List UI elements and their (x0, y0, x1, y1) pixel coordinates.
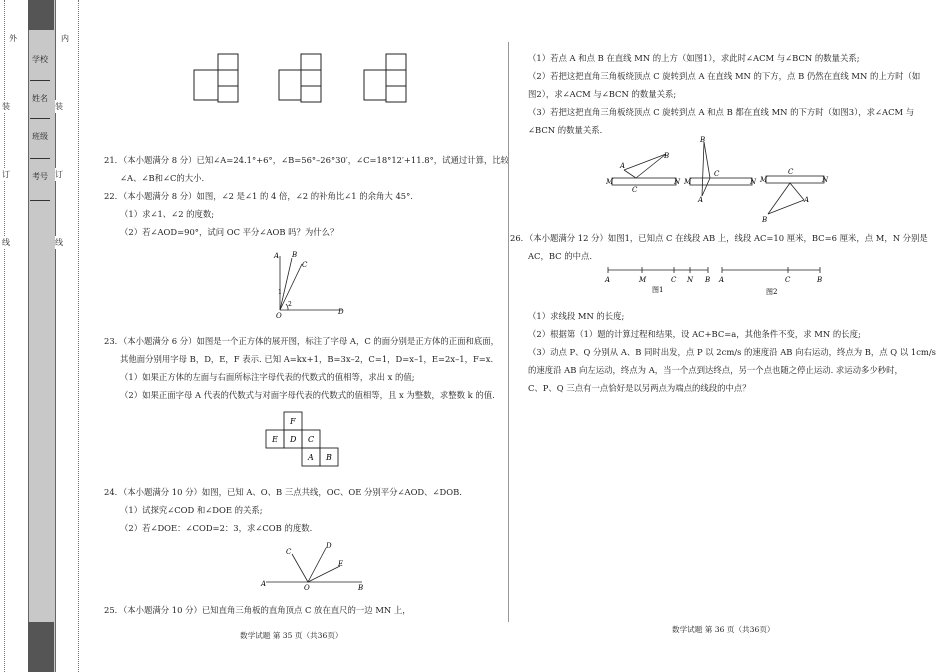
question-26-part2: （2）根据第（1）题的计算过程和结果，设 AC+BC=a，其他条件不变，求 MN 的长度; (528, 329, 861, 339)
fig26-1-label-c: C (671, 276, 677, 284)
fig26-caption-2: 图2 (766, 288, 778, 296)
field-school-label: 学校 (32, 55, 48, 64)
fig22-label-d: D (338, 308, 344, 316)
question-24: 24．（本小题满分 10 分）如图，已知 A、O、B 三点共线，OC、OE 分别平分∠AOD、∠DOB. (104, 487, 462, 497)
fig26-caption-1: 图1 (652, 286, 664, 294)
question-23-part2: （2）如果正面字母 A 代表的代数式与对面字母代表的代数式的值相等，且 x 为整数，求整数 k 的值. (120, 390, 495, 400)
binding-top-block (28, 0, 54, 30)
fig25-1-label-n: N (674, 178, 681, 186)
fig24-label-d: D (326, 542, 332, 550)
fig25-2-label-b: B (700, 136, 706, 144)
question-23-part1: （1）如果正方体的左面与右面所标注字母代表的代数式的值相等，求出 x 的值; (120, 372, 415, 382)
fig24-label-o: O (304, 584, 310, 592)
question-24-part2: （2）若∠DOE：∠COD=2：3，求∠COB 的度数. (120, 523, 313, 533)
fig26-1-label-b: B (705, 276, 711, 284)
net-figures (190, 50, 450, 106)
page-footer-right: 数学试题 第 36 页（共36页） (672, 625, 775, 634)
net-face-a: A (308, 453, 314, 462)
fig25-1-label-m: M (606, 178, 614, 186)
figure-22 (262, 248, 352, 320)
net-face-e: E (272, 435, 278, 444)
zhuang-label-inner: 装 (55, 102, 63, 111)
question-24-part1: （1）试探究∠COD 和∠DOE 的关系; (120, 505, 263, 515)
question-26: 26．（本小题满分 12 分）如图1，已知点 C 在线段 AB 上，线段 AC=10 厘米，BC=6 厘米，点 M，N 分别是 (510, 233, 928, 243)
fig26-1-label-a: A (605, 276, 611, 284)
question-25: 25．（本小题满分 10 分）已知直角三角板的直角顶点 C 放在直尺的一边 MN 上， (104, 605, 411, 615)
fig24-label-a: A (261, 580, 267, 588)
fig22-angle-1: 1 (278, 289, 282, 296)
ding-label-inner: 订 (55, 170, 63, 179)
fig25-2-label-m: M (684, 178, 692, 186)
fig25-1-label-b: B (664, 152, 670, 160)
question-26-part3-cont: 的速度沿 AB 向左运动，终点为 A，当一个点到达终点，另一个点也随之停止运动. 求运动多少秒时， (528, 365, 903, 375)
fig22-label-b: B (292, 251, 298, 259)
question-25-part3: （3）若把这把直角三角板绕顶点 C 旋转到点 A 和点 B 都在直线 MN 的下方时（如图3），求∠ACM 与 (528, 107, 915, 117)
fig25-3-label-a: A (804, 196, 810, 204)
figure-25 (600, 134, 840, 224)
net-face-f: F (290, 417, 296, 426)
inner-label: 内 (61, 34, 69, 43)
figure-24 (258, 540, 368, 592)
fig22-label-c: C (302, 261, 308, 269)
xian-label-inner: 线 (55, 238, 63, 247)
question-26-cont: AC，BC 的中点. (528, 251, 592, 261)
net-face-b: B (326, 453, 332, 462)
field-id-line[interactable] (30, 200, 50, 201)
fig25-3-label-c: C (788, 168, 794, 176)
binding-bottom-block (28, 622, 54, 672)
outer-label: 外 (9, 34, 17, 43)
fig25-1-label-a: A (620, 162, 626, 170)
xian-label: 线 (2, 238, 10, 247)
question-25-part2-cont: 图2），求∠ACM 与∠BCN 的数量关系; (528, 89, 677, 99)
question-23-cont: 其他面分别用字母 B，D，E，F 表示. 已知 A=kx+1，B=3x–2，C=1，D=x–1，E=2x–1，F=x. (120, 354, 494, 364)
page-footer-left: 数学试题 第 35 页（共36页） (240, 631, 343, 640)
binding-margin (0, 0, 82, 672)
fig26-1-label-m: M (639, 276, 647, 284)
fig25-3-label-m: M (760, 176, 768, 184)
question-22-part2: （2）若∠AOD=90°，试问 OC 平分∠AOB 吗？为什么？ (120, 227, 339, 237)
fig24-label-e: E (338, 560, 344, 568)
fig25-3-label-n: N (822, 176, 829, 184)
field-school-line[interactable] (30, 80, 50, 81)
question-25-part1: （1）若点 A 和点 B 在直线 MN 的上方（如图1），求此时∠ACM 与∠BCN 的数量关系; (528, 53, 860, 63)
question-26-part3-cont2: C、P、Q 三点有一点恰好是以另两点为端点的线段的中点？ (528, 383, 751, 393)
question-26-part3: （3）动点 P、Q 分别从 A、B 同时出发，点 P 以 2cm/s 的速度沿 AB 向右运动，终点为 B，点 Q 以 1cm/s (528, 347, 936, 357)
fig26-2-label-c: C (785, 276, 791, 284)
question-21-cont: ∠A、∠B和∠C的大小. (120, 173, 205, 183)
fig22-label-a: A (274, 252, 280, 260)
fig25-1-label-c: C (632, 186, 638, 194)
question-23: 23．（本小题满分 6 分）如图是一个正方体的展开图，标注了字母 A，C 的面分别是正方体的正面和底面， (104, 336, 500, 346)
fig22-label-o: O (276, 312, 282, 320)
zhuang-label: 装 (2, 102, 10, 111)
net-face-c: C (308, 435, 315, 444)
inner-dotted-line (78, 0, 79, 672)
ding-label: 订 (2, 170, 10, 179)
fig24-label-b: B (358, 584, 364, 592)
fig25-2-label-n: N (750, 178, 757, 186)
fig24-label-c: C (286, 548, 292, 556)
question-25-part2: （2）若把这把直角三角板绕顶点 C 旋转到点 A 在直线 MN 的下方，点 B 仍然在直线 MN 的上方时（如 (528, 71, 921, 81)
fig25-2-label-c: C (714, 170, 720, 178)
figure-26 (600, 262, 830, 298)
question-26-part1: （1）求线段 MN 的长度; (528, 311, 625, 321)
field-id-label: 考号 (32, 172, 48, 181)
page-divider (508, 42, 509, 622)
question-22: 22．（本小题满分 8 分）如图，∠2 是∠1 的 4 倍，∠2 的补角比∠1 的余角大 45°. (104, 191, 413, 201)
fig26-2-label-b: B (817, 276, 823, 284)
fig26-1-label-n: N (687, 276, 694, 284)
net-face-d: D (290, 435, 297, 444)
fig26-2-label-a: A (719, 276, 725, 284)
fig25-3-label-b: B (762, 216, 768, 224)
field-class-label: 班级 (32, 132, 48, 141)
field-name-line[interactable] (30, 118, 50, 119)
fig22-angle-2: 2 (288, 301, 292, 308)
question-25-part3-cont: ∠BCN 的数量关系. (528, 125, 603, 135)
figure-23-net (262, 410, 344, 468)
field-name-label: 姓名 (32, 94, 48, 103)
fig25-2-label-a: A (698, 196, 704, 204)
question-21: 21．（本小题满分 8 分）已知∠A=24.1°+6°，∠B=56°–26°30′，∠C=18°12′+11.8°，试通过计算，比较 (104, 155, 510, 165)
field-class-line[interactable] (30, 158, 50, 159)
question-22-part1: （1）求∠1、∠2 的度数; (120, 209, 215, 219)
